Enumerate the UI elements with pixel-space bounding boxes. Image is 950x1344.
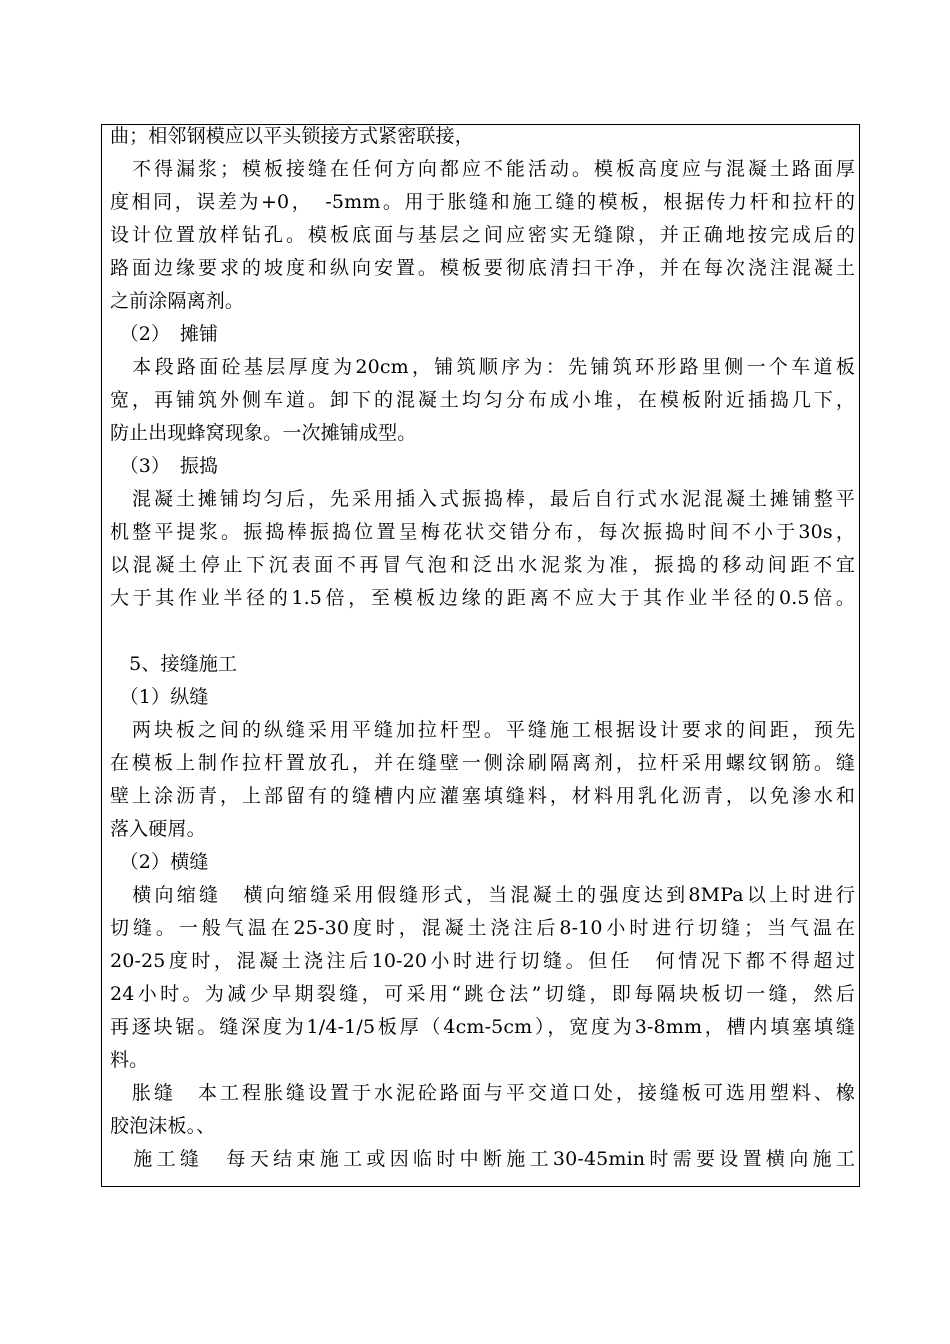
text-line: 以混凝土停止下沉表面不再冒气泡和泛出水泥浆为准，振捣的移动间距不宜 [110, 554, 855, 576]
text-line: 度相同，误差为+0， -5mm。用于胀缝和施工缝的模板，根据传力杆和拉杆的 [110, 191, 855, 213]
text-line: 在模板上制作拉杆置放孔，并在缝壁一侧涂刷隔离剂，拉杆采用螺纹钢筋。缝 [110, 752, 855, 774]
text-line: 壁上涂沥青，上部留有的缝槽内应灌塞填缝料，材料用乳化沥青，以免渗水和 [110, 785, 855, 807]
text-line: 切缝。一般气温在25-30度时，混凝土浇注后8-10小时进行切缝；当气温在 [110, 917, 855, 939]
text-line: 不得漏浆；模板接缝在任何方向都应不能活动。模板高度应与混凝土路面厚 [110, 158, 855, 180]
text-line: 胀缝 本工程胀缝设置于水泥砼路面与平交道口处，接缝板可选用塑料、橡 [110, 1082, 855, 1104]
text-line: 设计位置放样钻孔。模板底面与基层之间应密实无缝隙，并正确地按完成后的 [110, 224, 855, 246]
text-line: 宽，再铺筑外侧车道。卸下的混凝土均匀分布成小堆，在模板附近插捣几下， [110, 389, 855, 411]
text-line: 料。 [110, 1049, 149, 1071]
text-line: 本段路面砼基层厚度为20cm，铺筑顺序为：先铺筑环形路里侧一个车道板 [110, 356, 855, 378]
section-heading: （1）纵缝 [110, 686, 209, 708]
text-line: 之前涂隔离剂。 [110, 290, 245, 312]
section-heading: 5、接缝施工 [110, 653, 238, 675]
text-line: 防止出现蜂窝现象。一次摊铺成型。 [110, 422, 417, 444]
text-line: 机整平提浆。振捣棒振捣位置呈梅花状交错分布，每次振捣时间不小于30s， [110, 521, 855, 543]
text-line: 胶泡沫板。、 [110, 1115, 216, 1137]
text-line: 横向缩缝 横向缩缝采用假缝形式，当混凝土的强度达到8MPa以上时进行 [110, 884, 855, 906]
text-line: 混凝土摊铺均匀后，先采用插入式振捣棒，最后自行式水泥混凝土摊铺整平 [110, 488, 855, 510]
text-line: 路面边缘要求的坡度和纵向安置。模板要彻底清扫干净，并在每次浇注混凝土 [110, 257, 855, 279]
section-heading: （2） 摊铺 [110, 323, 219, 345]
text-line: 曲；相邻钢模应以平头锁接方式紧密联接， [110, 125, 474, 147]
text-line: 24小时。为减少早期裂缝，可采用“跳仓法”切缝，即每隔块板切一缝，然后 [110, 983, 855, 1005]
section-heading: （2）横缝 [110, 851, 209, 873]
text-line: 施工缝 每天结束施工或因临时中断施工30-45min时需要设置横向施工 [110, 1148, 855, 1170]
section-heading: （3） 振捣 [110, 455, 219, 477]
text-line: 两块板之间的纵缝采用平缝加拉杆型。平缝施工根据设计要求的间距，预先 [110, 719, 855, 741]
text-line: 大于其作业半径的1.5倍，至模板边缘的距离不应大于其作业半径的0.5倍。 [110, 587, 855, 609]
text-line: 落入硬屑。 [110, 818, 206, 840]
text-line: 再逐块锯。缝深度为1/4-1/5板厚（4cm-5cm），宽度为3-8mm，槽内填塞填缝 [110, 1016, 855, 1038]
text-line: 20-25度时，混凝土浇注后10-20小时进行切缝。但任 何情况下都不得超过 [110, 950, 855, 972]
